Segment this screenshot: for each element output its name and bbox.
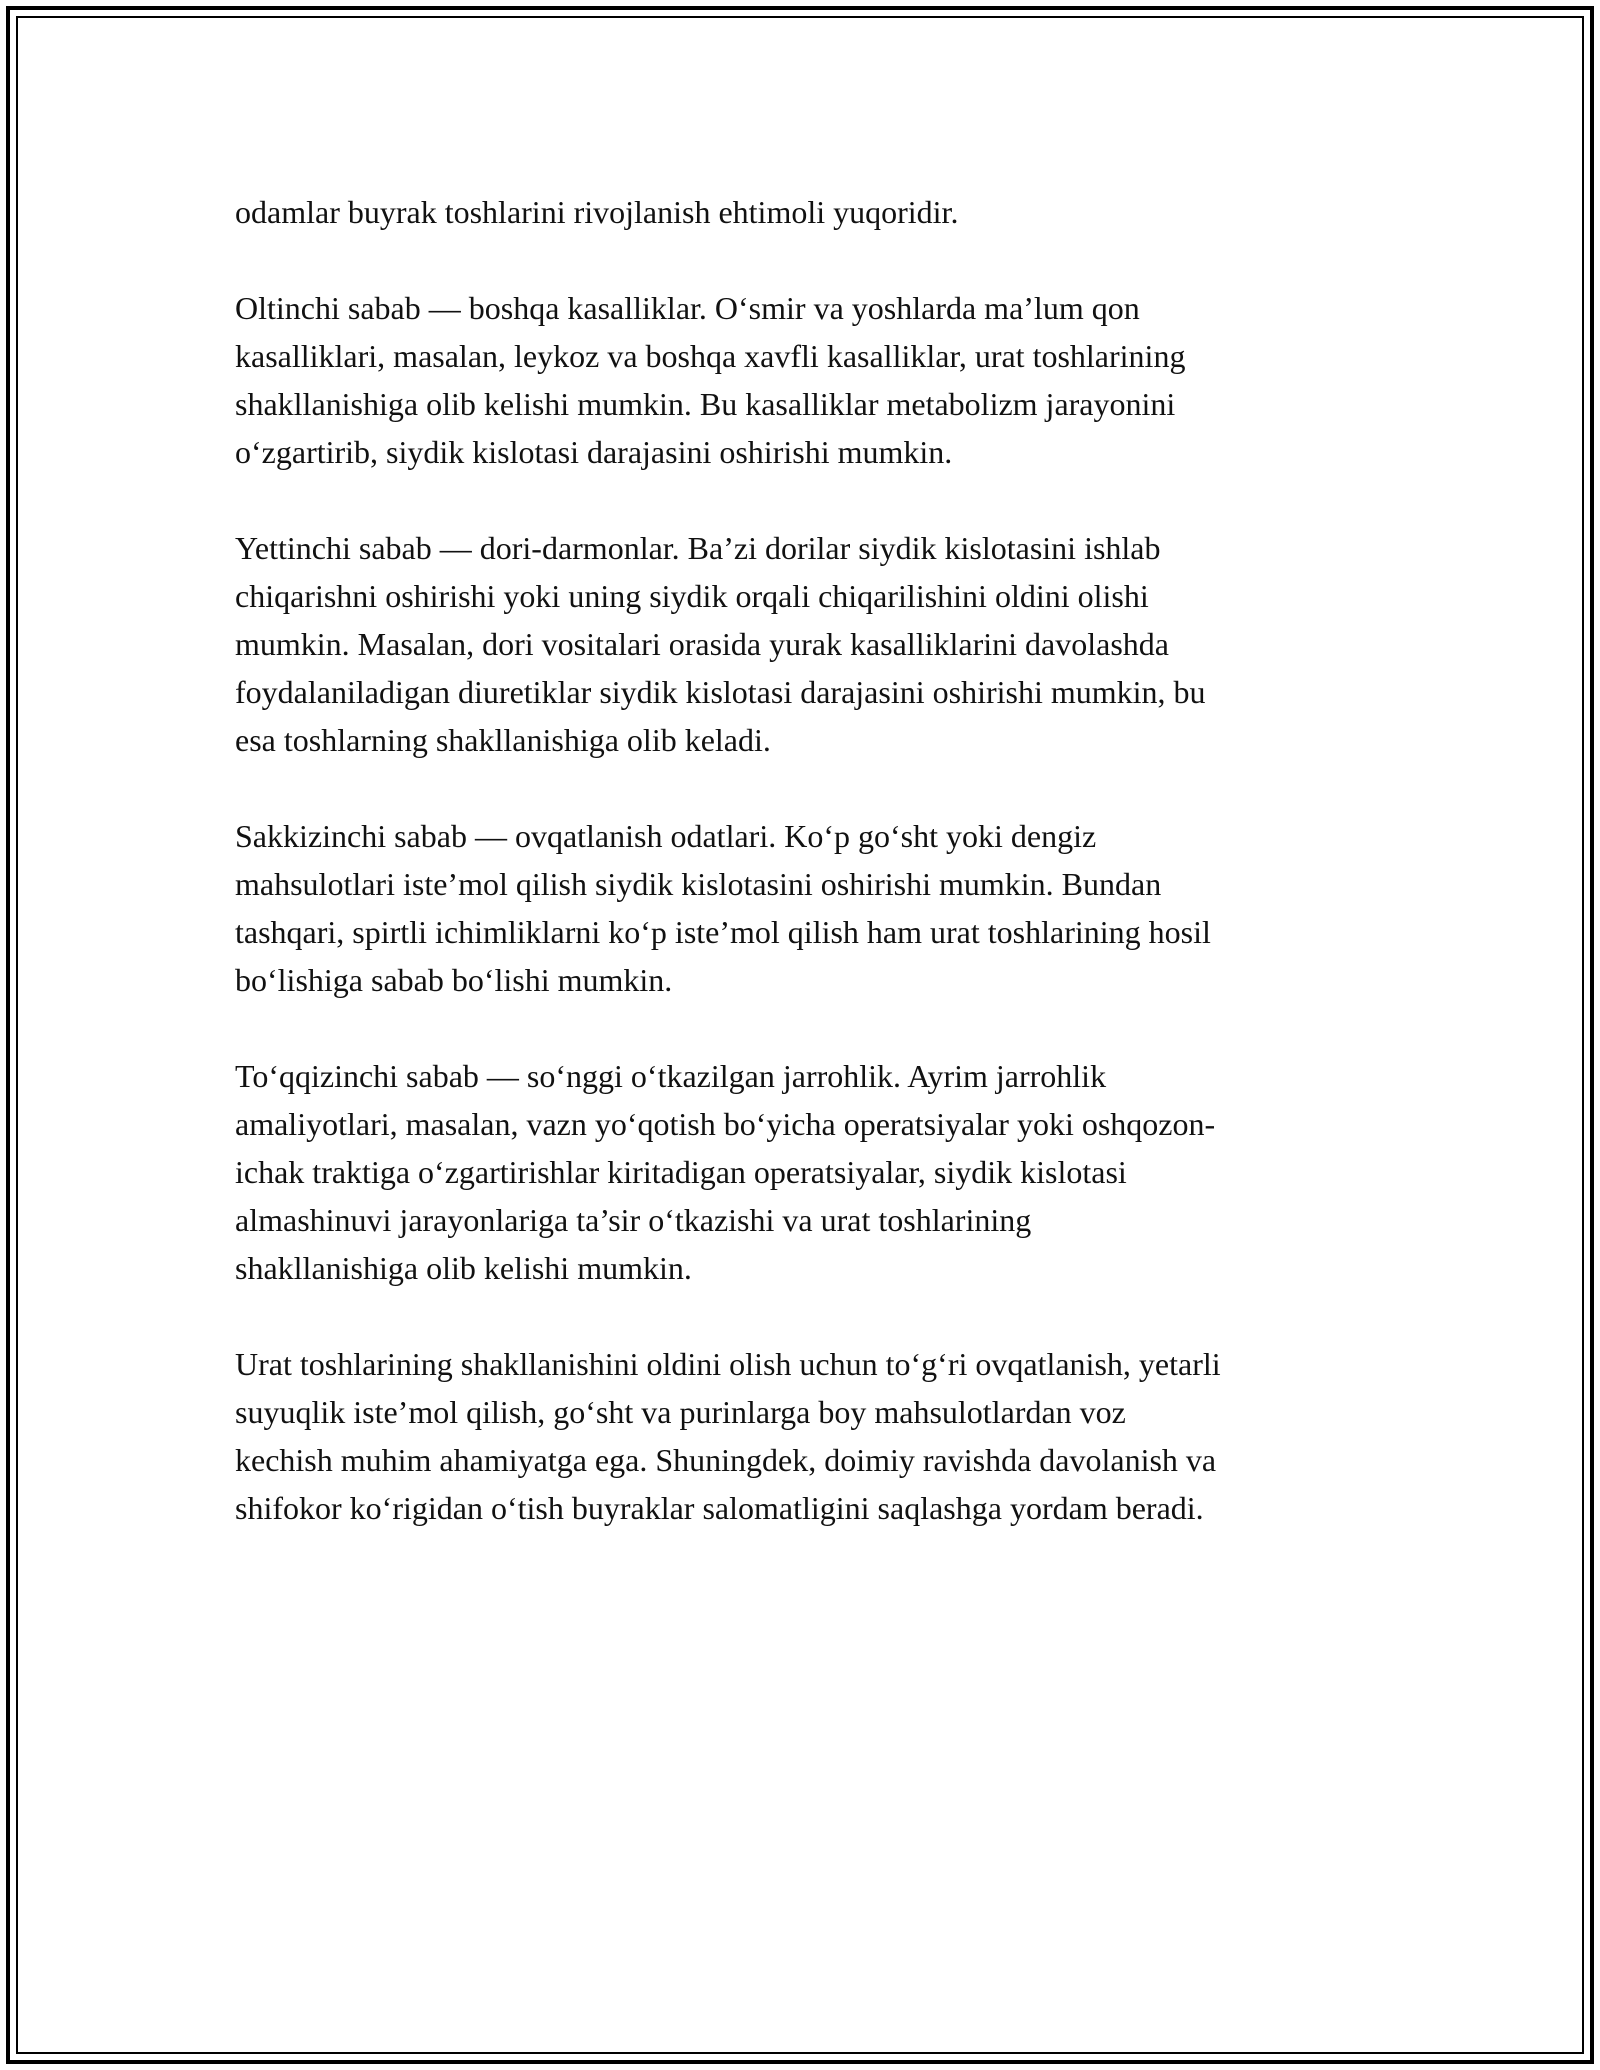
text-line: Urat toshlarining shakllanishini oldini olish uchun to‘g‘ri ovqatlanish, yetarli (235, 1346, 1221, 1382)
text-line: shakllanishiga olib kelishi mumkin. (235, 1250, 692, 1286)
text-line: almashinuvi jarayonlariga ta’sir o‘tkazishi va urat toshlarining (235, 1202, 1032, 1238)
text-line: o‘zgartirib, siydik kislotasi darajasini oshirishi mumkin. (235, 434, 953, 470)
paragraph-reason-seven (235, 524, 1375, 764)
paragraph-reason-nine (235, 1052, 1375, 1292)
paragraph-continuation (235, 188, 1375, 236)
text-line: Sakkizinchi sabab — ovqatlanish odatlari. Ko‘p go‘sht yoki dengiz (235, 818, 1097, 854)
document-body (235, 188, 1375, 1532)
text-line: shifokor ko‘rigidan o‘tish buyraklar salomatligini saqlashga yordam beradi. (235, 1490, 1204, 1526)
text-line: mahsulotlari iste’mol qilish siydik kislotasini oshirishi mumkin. Bundan (235, 866, 1162, 902)
text-line: kasalliklari, masalan, leykoz va boshqa xavfli kasalliklar, urat toshlarining (235, 338, 1186, 374)
text-line: amaliyotlari, masalan, vazn yo‘qotish bo‘yicha operatsiyalar yoki oshqozon- (235, 1106, 1216, 1142)
text-line: Oltinchi sabab — boshqa kasalliklar. O‘smir va yoshlarda ma’lum qon (235, 290, 1140, 326)
text-line: shakllanishiga olib kelishi mumkin. Bu kasalliklar metabolizm jarayonini (235, 386, 1176, 422)
text-line: ichak traktiga o‘zgartirishlar kiritadigan operatsiyalar, siydik kislotasi (235, 1154, 1127, 1190)
text-line: odamlar buyrak toshlarini rivojlanish ehtimoli yuqoridir. (235, 194, 959, 230)
paragraph-prevention (235, 1340, 1375, 1532)
text-line: mumkin. Masalan, dori vositalari orasida yurak kasalliklarini davolashda (235, 626, 1169, 662)
paragraph-reason-six (235, 284, 1375, 476)
text-line: foydalaniladigan diuretiklar siydik kislotasi darajasini oshirishi mumkin, bu (235, 674, 1206, 710)
text-line: kechish muhim ahamiyatga ega. Shuningdek, doimiy ravishda davolanish va (235, 1442, 1217, 1478)
paragraph-reason-eight (235, 812, 1375, 1004)
text-line: tashqari, spirtli ichimliklarni ko‘p iste’mol qilish ham urat toshlarining hosil (235, 914, 1211, 950)
text-line: suyuqlik iste’mol qilish, go‘sht va purinlarga boy mahsulotlardan voz (235, 1394, 1126, 1430)
text-line: chiqarishni oshirishi yoki uning siydik orqali chiqarilishini oldini olishi (235, 578, 1149, 614)
text-line: To‘qqizinchi sabab — so‘nggi o‘tkazilgan jarrohlik. Ayrim jarrohlik (235, 1058, 1107, 1094)
text-line: bo‘lishiga sabab bo‘lishi mumkin. (235, 962, 673, 998)
text-line: Yettinchi sabab — dori-darmonlar. Ba’zi dorilar siydik kislotasini ishlab (235, 530, 1161, 566)
text-line: esa toshlarning shakllanishiga olib keladi. (235, 722, 771, 758)
